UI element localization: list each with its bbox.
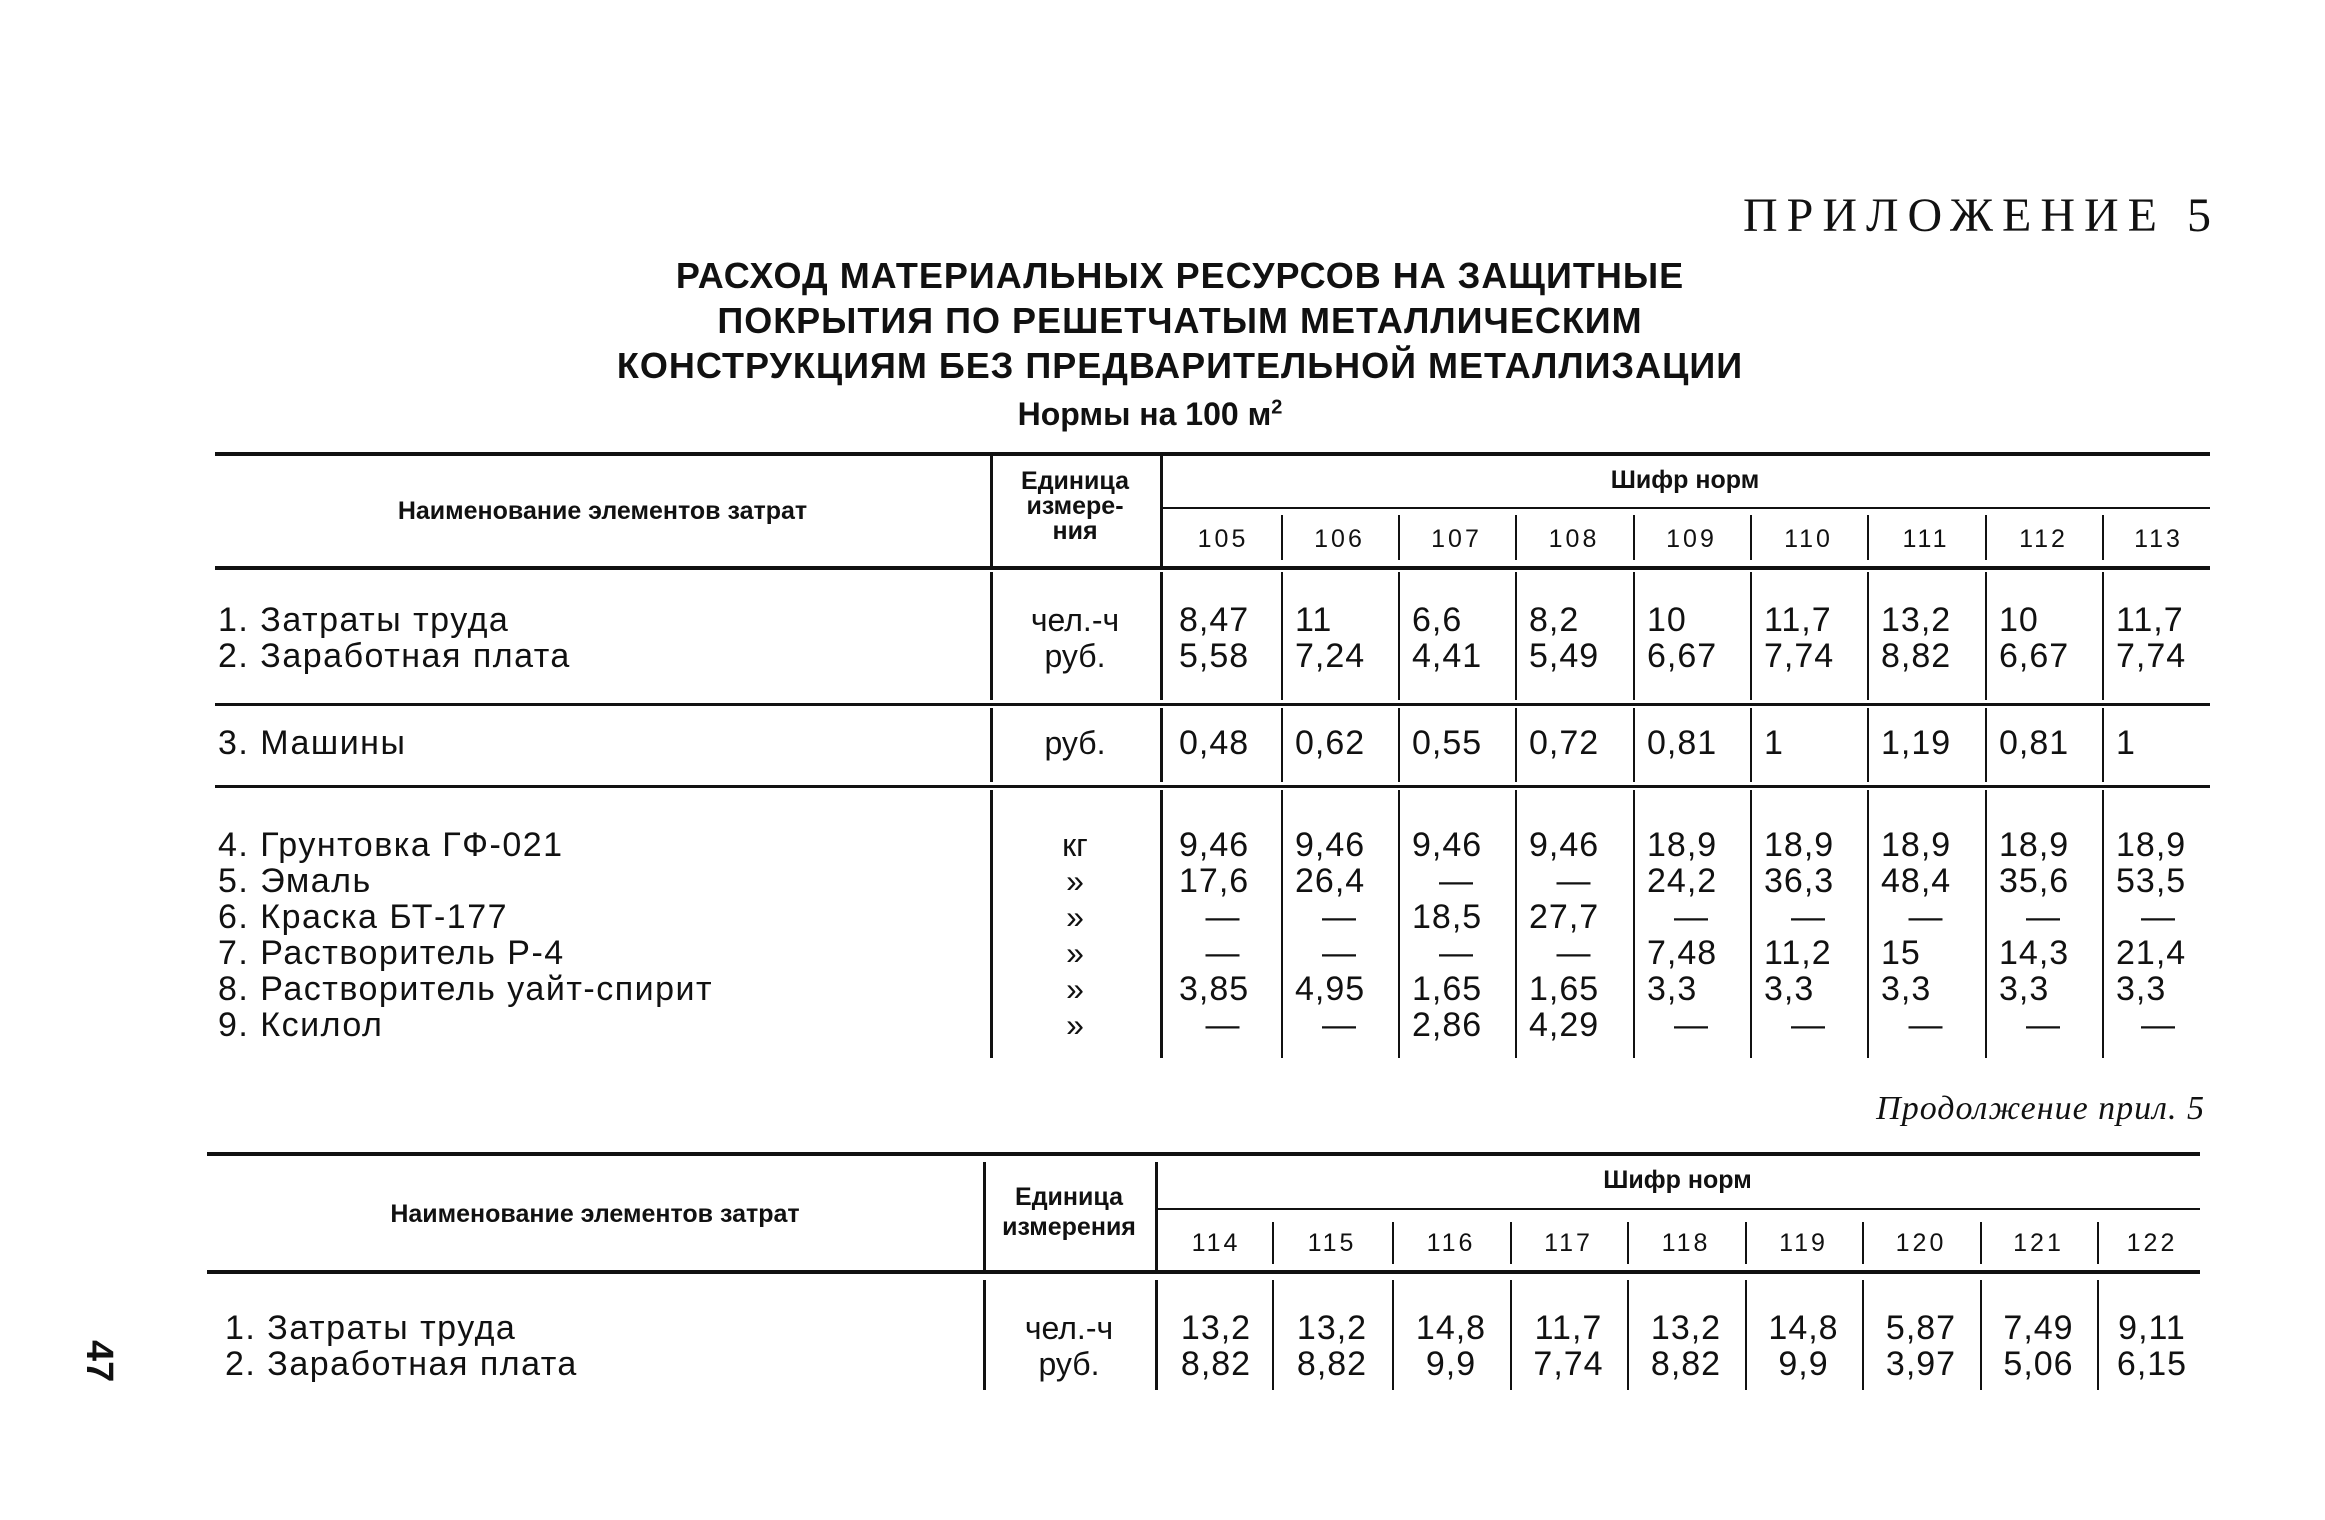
- group-vline: [1160, 572, 1163, 700]
- group-vline: [1633, 572, 1635, 700]
- row-value: 11,7: [1764, 601, 1832, 639]
- row-value: 9,46: [1412, 826, 1483, 864]
- row-unit: кг: [1062, 827, 1088, 863]
- title-line-3: КОНСТРУКЦИЯМ БЕЗ ПРЕДВАРИТЕЛЬНОЙ МЕТАЛЛИЗАЦИИ: [616, 345, 1744, 386]
- norm-code: 113: [2134, 525, 2183, 553]
- row-value: 9,11: [2118, 1309, 2186, 1347]
- norm-code: 117: [1544, 1229, 1593, 1257]
- group-vline: [1985, 708, 1987, 782]
- row-value: 7,74: [1764, 637, 1835, 675]
- row-value: —: [2026, 898, 2061, 936]
- row-value: 1,65: [1412, 970, 1483, 1008]
- row-value: 11,7: [1534, 1309, 1603, 1347]
- norm-code: 120: [1895, 1229, 1947, 1257]
- row-value: —: [1556, 934, 1592, 972]
- row-value: 0,48: [1179, 724, 1250, 762]
- row-unit: »: [1066, 935, 1084, 971]
- group-vline: [1867, 708, 1869, 782]
- norm-code: 112: [2019, 525, 2068, 553]
- norm-code: 109: [1666, 525, 1717, 553]
- row-value: 11,7: [2116, 601, 2184, 639]
- row-value: 10: [1647, 601, 1687, 639]
- header-bottom-rule: [215, 566, 2210, 570]
- group-separator: [215, 785, 2210, 788]
- row-value: 6,67: [1999, 637, 2070, 675]
- row-name: 6. Краска БТ-177: [218, 898, 509, 936]
- row-value: 13,2: [1881, 601, 1952, 639]
- row-value: 7,48: [1647, 934, 1718, 972]
- group-vline: [1281, 572, 1283, 700]
- row-value: 7,49: [2003, 1309, 2074, 1347]
- row-value: 4,41: [1412, 637, 1483, 675]
- row-value: 7,74: [2116, 637, 2187, 675]
- row-value: —: [1791, 1006, 1826, 1044]
- group-vline: [1633, 708, 1635, 782]
- page-number: 47: [78, 1340, 120, 1383]
- row-value: 9,46: [1179, 826, 1250, 864]
- row-value: 5,58: [1179, 637, 1250, 675]
- norm-code: 121: [2013, 1229, 2064, 1257]
- row-value: 9,9: [1778, 1345, 1829, 1383]
- row-value: 9,9: [1425, 1345, 1477, 1383]
- header-name: Наименование элементов затрат: [397, 497, 808, 525]
- row-value: 8,82: [1180, 1345, 1252, 1383]
- row-value: 1: [1764, 724, 1784, 762]
- row-value: 3,3: [2116, 970, 2167, 1008]
- norm-code: 108: [1548, 525, 1600, 553]
- row-value: 13,2: [1296, 1309, 1368, 1347]
- row-value: 3,3: [1647, 970, 1698, 1008]
- group-vline: [1750, 572, 1752, 700]
- row-value: 3,3: [1999, 970, 2050, 1008]
- norm-code: 106: [1314, 525, 1365, 553]
- row-value: 0,55: [1412, 724, 1483, 762]
- row-value: —: [1674, 898, 1709, 936]
- row-value: 53,5: [2116, 862, 2187, 900]
- row-value: 13,2: [1650, 1309, 1722, 1347]
- group-vline: [2102, 708, 2104, 782]
- row-value: 4,29: [1529, 1006, 1600, 1044]
- row-value: 3,85: [1179, 970, 1250, 1008]
- row-value: —: [1556, 862, 1592, 900]
- row-value: 1,19: [1881, 724, 1952, 762]
- row-unit: »: [1066, 971, 1084, 1007]
- row-name: 9. Ксилол: [218, 1006, 384, 1044]
- group-separator: [215, 703, 2210, 706]
- row-unit: чел.-ч: [1030, 602, 1120, 638]
- norm-code: 119: [1779, 1229, 1828, 1257]
- group-vline: [1160, 708, 1163, 782]
- codes-divider-rule: [1155, 1208, 2200, 1210]
- row-value: 13,2: [1180, 1309, 1252, 1347]
- group-vline: [1398, 572, 1400, 700]
- norms-caption: Нормы на 100 $м^2$: [1017, 396, 1283, 432]
- header-unit: Единица: [1015, 1183, 1123, 1211]
- group-vline: [1281, 708, 1283, 782]
- row-value: 14,8: [1415, 1309, 1487, 1347]
- row-value: 35,6: [1999, 862, 2070, 900]
- group-vline: [1985, 572, 1987, 700]
- row-value: 10: [1999, 601, 2039, 639]
- row-value: —: [1322, 898, 1357, 936]
- row-value: —: [2141, 1006, 2176, 1044]
- header-unit: измере-: [1026, 492, 1124, 520]
- row-value: —: [1322, 934, 1357, 972]
- row-value: 11,2: [1764, 934, 1832, 972]
- continuation-label: Продолжение прил. 5: [1876, 1090, 2205, 1127]
- row-value: —: [1322, 1006, 1357, 1044]
- header-unit: ния: [1052, 517, 1098, 545]
- row-value: 24,2: [1647, 862, 1718, 900]
- row-value: 18,9: [1999, 826, 2070, 864]
- norm-code: 110: [1784, 525, 1833, 553]
- row-value: 2,86: [1412, 1006, 1483, 1044]
- row-value: 48,4: [1881, 862, 1952, 900]
- row-value: —: [1205, 934, 1241, 972]
- body-vline: [1155, 1280, 1158, 1390]
- row-value: 8,82: [1650, 1345, 1722, 1383]
- row-value: 27,7: [1529, 898, 1600, 936]
- row-value: 11: [1295, 601, 1333, 639]
- row-unit: чел.-ч: [1024, 1310, 1114, 1346]
- row-value: 14,3: [1999, 934, 2070, 972]
- header-name: Наименование элементов затрат: [390, 1200, 800, 1228]
- row-value: 0,62: [1295, 724, 1366, 762]
- row-value: 3,3: [1764, 970, 1815, 1008]
- row-value: 18,9: [2116, 826, 2187, 864]
- row-name: 8. Растворитель уайт-спирит: [218, 970, 714, 1008]
- title-line-1: РАСХОД МАТЕРИАЛЬНЫХ РЕСУРСОВ НА ЗАЩИТНЫЕ: [675, 255, 1685, 296]
- row-value: —: [2026, 1006, 2061, 1044]
- row-name: 1. Затраты труда: [225, 1309, 517, 1347]
- row-value: —: [1791, 898, 1826, 936]
- row-value: 0,72: [1529, 724, 1600, 762]
- header-codes-title: Шифр норм: [1610, 466, 1760, 494]
- row-value: 4,95: [1295, 970, 1366, 1008]
- group-vline: [1750, 708, 1752, 782]
- row-name: 2. Заработная плата: [225, 1345, 578, 1383]
- row-value: 3,3: [1881, 970, 1932, 1008]
- group-vline: [1515, 708, 1517, 782]
- row-value: —: [1439, 934, 1474, 972]
- row-value: 15: [1881, 934, 1921, 972]
- row-name: 1. Затраты труда: [218, 601, 510, 639]
- row-value: 8,47: [1179, 601, 1250, 639]
- row-value: 18,9: [1647, 826, 1718, 864]
- row-value: 5,06: [2003, 1345, 2074, 1383]
- row-value: 0,81: [1999, 724, 2070, 762]
- row-unit: »: [1066, 1007, 1084, 1043]
- row-value: —: [1908, 898, 1944, 936]
- row-value: 17,6: [1179, 862, 1250, 900]
- row-value: 1,65: [1529, 970, 1600, 1008]
- row-name: 4. Грунтовка ГФ-021: [218, 826, 564, 864]
- row-unit: руб.: [1044, 638, 1106, 674]
- table-top-rule: [207, 1152, 2200, 1156]
- norm-code: 107: [1431, 525, 1482, 553]
- row-unit: руб.: [1038, 1346, 1100, 1382]
- row-value: 36,3: [1764, 862, 1835, 900]
- row-value: —: [1205, 1006, 1241, 1044]
- norm-code: 111: [1902, 525, 1950, 553]
- appendix-label: ПРИЛОЖЕНИЕ 5: [1742, 189, 2220, 242]
- header-codes-title: Шифр норм: [1603, 1166, 1752, 1194]
- row-value: 6,15: [2116, 1345, 2188, 1383]
- row-value: 8,2: [1529, 601, 1580, 639]
- row-value: 7,74: [1533, 1345, 1604, 1383]
- row-value: 18,9: [1764, 826, 1835, 864]
- norm-code: 122: [2126, 1229, 2178, 1257]
- row-value: —: [1205, 898, 1241, 936]
- row-value: 26,4: [1295, 862, 1366, 900]
- norm-code: 105: [1197, 525, 1249, 553]
- row-value: 14,8: [1768, 1309, 1839, 1347]
- group-vline: [1515, 572, 1517, 700]
- group-vline: [1160, 790, 1163, 1058]
- row-value: —: [1439, 862, 1474, 900]
- table-top-rule: [215, 452, 2210, 456]
- norm-code: 115: [1307, 1229, 1357, 1257]
- header-unit: измерения: [1002, 1213, 1136, 1241]
- row-value: 5,49: [1529, 637, 1600, 675]
- norm-code: 118: [1661, 1229, 1711, 1257]
- codes-divider-rule: [1160, 507, 2210, 509]
- row-value: 18,9: [1881, 826, 1952, 864]
- row-unit: »: [1066, 863, 1084, 899]
- row-value: 7,24: [1295, 637, 1366, 675]
- row-value: 21,4: [2116, 934, 2187, 972]
- row-value: 18,5: [1412, 898, 1483, 936]
- row-value: —: [1908, 1006, 1944, 1044]
- row-unit: »: [1066, 899, 1084, 935]
- row-name: 3. Машины: [218, 724, 407, 762]
- group-vline: [1398, 708, 1400, 782]
- row-value: 8,82: [1296, 1345, 1368, 1383]
- row-name: 2. Заработная плата: [218, 637, 571, 675]
- row-name: 5. Эмаль: [218, 862, 372, 900]
- row-value: 1: [2116, 724, 2136, 762]
- header-unit: Единица: [1021, 467, 1129, 495]
- row-value: 0,81: [1647, 724, 1718, 762]
- row-unit: руб.: [1044, 725, 1106, 761]
- row-value: 6,67: [1647, 637, 1718, 675]
- norm-code: 114: [1191, 1229, 1241, 1257]
- row-value: 3,97: [1885, 1345, 1957, 1383]
- group-vline: [1867, 572, 1869, 700]
- group-vline: [2102, 572, 2104, 700]
- row-value: 9,46: [1529, 826, 1600, 864]
- group-vline: [1515, 790, 1517, 1058]
- row-value: —: [2141, 898, 2176, 936]
- row-value: 6,6: [1412, 601, 1463, 639]
- row-value: 8,82: [1881, 637, 1952, 675]
- norm-code: 116: [1426, 1229, 1476, 1257]
- group-vline: [1398, 790, 1400, 1058]
- row-name: 7. Растворитель Р-4: [218, 934, 565, 972]
- row-value: 9,46: [1295, 826, 1366, 864]
- header-bottom-rule: [207, 1270, 2200, 1274]
- row-value: 5,87: [1885, 1309, 1957, 1347]
- row-value: —: [1674, 1006, 1709, 1044]
- title-line-2: ПОКРЫТИЯ ПО РЕШЕТЧАТЫМ МЕТАЛЛИЧЕСКИМ: [717, 300, 1643, 341]
